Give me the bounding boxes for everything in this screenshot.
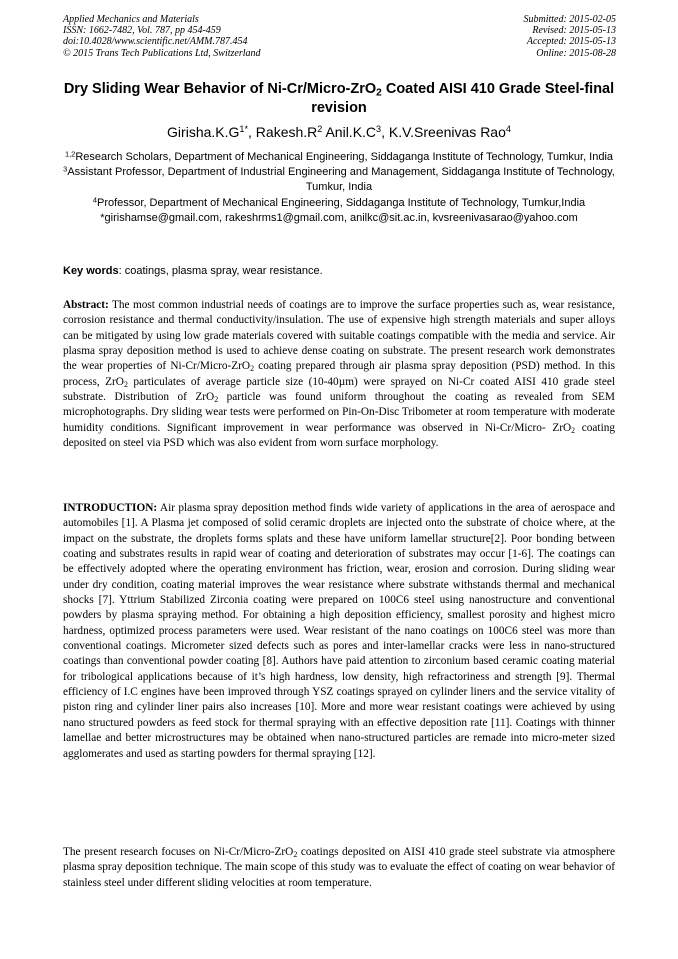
introduction-label: INTRODUCTION:: [63, 502, 158, 514]
copyright-line: © 2015 Trans Tech Publications Ltd, Switzerland: [63, 47, 261, 59]
affiliation-text: Assistant Professor, Department of Industrial Engineering and Management, Siddaganga Institute of Technology, Tumkur, India: [67, 166, 615, 194]
affiliation-sup: 4: [92, 194, 97, 204]
abstract-text: particulates of average particle size (10-40µm) were sprayed on Ni-Cr coated AISI 410 grade steel substrate. Distribution of ZrO: [63, 375, 615, 404]
present-research-paragraph: [63, 845, 615, 891]
keywords: [63, 264, 323, 279]
abstract: [63, 298, 615, 451]
affiliation-sup: 1,2: [64, 149, 76, 159]
revised-date: Revised: 2015-05-13: [532, 25, 616, 37]
subscript: 2: [250, 364, 255, 374]
author-list: [60, 123, 618, 141]
affiliation: [60, 196, 618, 211]
introduction-text: Air plasma spray deposition method finds wide variety of applications in the area of aerospace and automobiles [1]. A Plasma jet composed of solid ceramic droplets are injected onto the substrate of choice where, at the impact on the substrate, the droplets forms splats and these have uniform lamellar structure[2]. Poor bonding between coating and substrates results in rapid wear of coating and deterioration of substrates may occur [1-6]. The coatings can be effectively adopted where the operating environment has friction, wear, erosion and corrosion. During sliding wear under dry condition, coating material improves the wear resistance where substrate withstands thermal and mechanical shocks [7]. Yttrium Stabilized Zirconia coating were prepared on 100C6 steel using nanostructure and conventional powders by plasma spraying method. For obtaining a high deposition efficiency, smallest porosity and highest micro hardness, optimized process parameters were used. Wear resistant of the nano coatings on 100C6 steel was more than conventional coatings. Micrometer sized defects such as pores and inter-lamellar cracks were less in nano-structured coatings than conventional powder coating [8]. Authors have paid attention to zirconium based ceramic coating material for tribological applications because of it’s high hardness, low density, high refractoriness and strength [9]. Thermal efficiency of I.C engines have been improved through YSZ coatings sprayed on cylinder liners and the service vitality of piston ring and cylinder liner pairs also increases [10]. More and more wear resistant coatings were achieved by using nano structured powders as feed stock for thermal spraying with an effective deposition rate [11]. Coatings with thinner lamellae and better microstructures may be obtained when nano-structured particles are remade into micro-meter sized agglomerates and used as starting powders for thermal spraying [12].: [63, 502, 615, 760]
author-sup: 3: [376, 124, 382, 134]
paragraph-text: The present research focuses on Ni-Cr/Micro-ZrO: [63, 846, 294, 858]
title-subscript: 2: [376, 87, 382, 99]
title-text-1: Dry Sliding Wear Behavior of Ni-Cr/Micro-ZrO: [63, 81, 377, 97]
subscript: 2: [571, 425, 576, 435]
author-name: K.V.Sreenivas Rao: [388, 124, 506, 140]
keywords-text: : coatings, plasma spray, wear resistance.: [118, 265, 323, 277]
journal-name: Applied Mechanics and Materials: [63, 14, 199, 25]
author-sep: ,: [381, 124, 389, 140]
subscript: 2: [123, 379, 128, 389]
journal-header-left: [63, 14, 261, 59]
author-name: Anil.K.C: [325, 124, 377, 140]
abstract-text: particle was found uniform throughout the coating as revealed from SEM microphotographs. Dry sliding wear tests were performed on Pin-On-Disc Tribometer at room temperature with moderate humidity conditions. Significant improvement in wear performance was observed in Ni-Cr/Micro- ZrO: [63, 391, 615, 434]
accepted-date: Accepted: 2015-05-13: [526, 36, 616, 48]
author-sup: 2: [317, 124, 323, 134]
abstract-label: Abstract:: [63, 299, 109, 311]
affiliation-text: Professor, Department of Mechanical Engineering, Siddaganga Institute of Technology, Tumkur,India: [96, 196, 586, 209]
author-name: Rakesh.R: [255, 124, 318, 140]
abstract-text: coating deposited on steel via PSD which was also evident from worn surface morphology.: [63, 421, 615, 450]
doi-line: doi:10.4028/www.scientific.net/AMM.787.454: [63, 36, 248, 48]
subscript: 2: [214, 395, 219, 405]
abstract-text: coating prepared through air plasma spray deposition (PSD) method. In this process, ZrO: [63, 360, 615, 388]
keywords-label: Key words: [63, 265, 119, 277]
email-list: *girishamse@gmail.com, rakeshrms1@gmail.com, anilkc@sit.ac.in, kvsreenivasarao@yahoo.com: [100, 211, 578, 224]
affiliation: [60, 165, 618, 195]
abstract-text: The most common industrial needs of coatings are to improve the surface properties such as, wear resistance, corrosion resistance and thermal conductivity/insulation. The use of expensive high strength materials and super alloys can be mitigated by using low grade materials covered with suitable coatings compatible with the media and service. Air plasma spray deposition method is used to achieve dense coating on substrate. The present research work demonstrates the wear properties of Ni-Cr/Micro-ZrO: [63, 299, 615, 373]
paragraph-text: coatings deposited on AISI 410 grade steel substrate via atmosphere plasma spray deposition technique. The main scope of this study was to evaluate the effect of coating on wear behavior of stainless steel under different sliding velocities at room temperature.: [63, 846, 616, 889]
issn-line: ISSN: 1662-7482, Vol. 787, pp 454-459: [63, 25, 221, 37]
author-sup: 4: [505, 124, 511, 134]
subscript: 2: [293, 849, 298, 859]
author-sep: ,: [248, 124, 256, 140]
introduction: [63, 501, 615, 762]
title-text-2: Coated AISI 410 Grade Steel-final revision: [311, 81, 615, 116]
affiliation-sup: 3: [63, 164, 68, 174]
submitted-date: Submitted: 2015-02-05: [523, 14, 616, 25]
author-name: Girisha.K.G: [167, 124, 240, 140]
affiliation-text: Research Scholars, Department of Mechanical Engineering, Siddaganga Institute of Technology, Tumkur, India: [75, 151, 614, 163]
paper-title: [60, 80, 618, 118]
journal-header-right: [524, 14, 617, 59]
online-date: Online: 2015-08-28: [536, 47, 616, 59]
affiliations: [60, 150, 618, 226]
affiliation: [60, 150, 618, 165]
author-sup: 1*: [239, 124, 249, 134]
